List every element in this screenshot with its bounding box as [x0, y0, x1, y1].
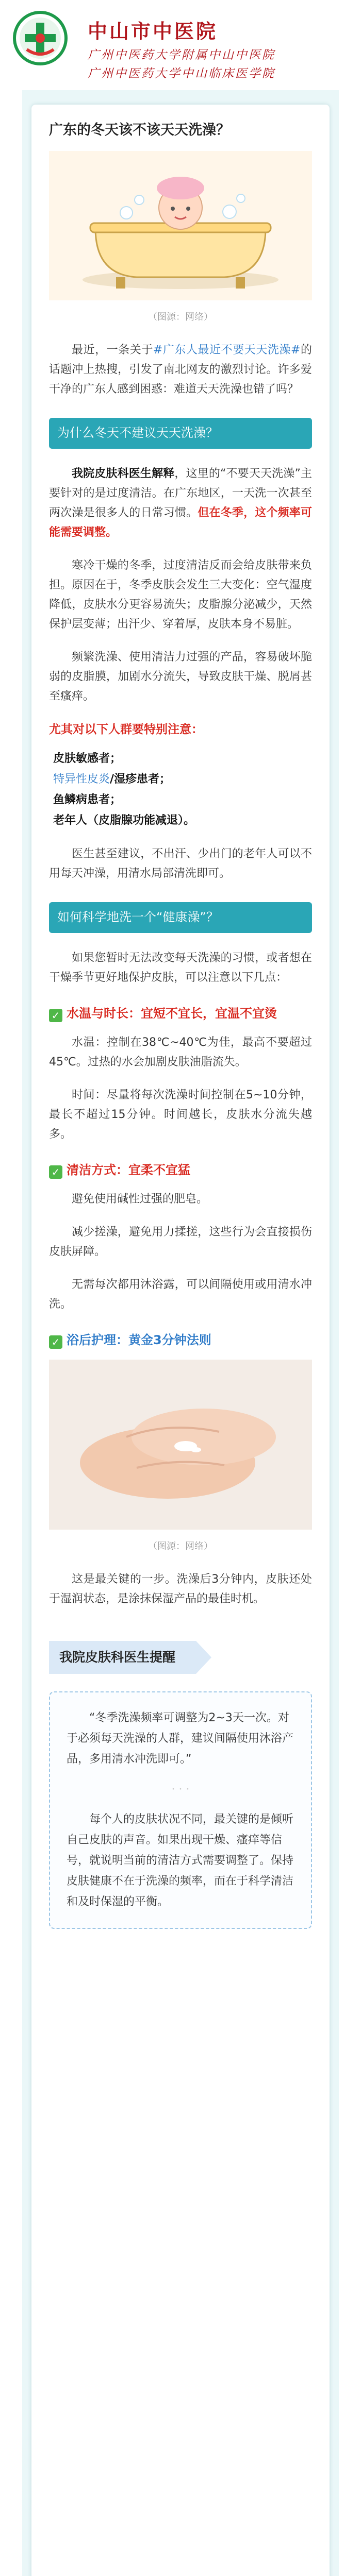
list-item — [49, 790, 312, 810]
intro-text-tail: 的话题冲上热搜，引发了南北网友的激烈讨论。许多爱干净的广东人感到困惑：难道天天洗澡也错了吗？ — [49, 344, 312, 396]
tip-water-title: 水温与时长：宜短不宜长，宜温不宜烫 — [67, 1006, 277, 1021]
hospital-name: 中山市中医院 — [88, 20, 218, 43]
over-cleaning-paragraph: 频繁洗澡、使用清洁力过强的产品，容易破坏脆弱的皮脂膜，加剧水分流失，导致皮肤干燥、脱屑甚至瘙痒。 — [49, 651, 312, 703]
image-caption: （图源：网络） — [148, 1541, 213, 1552]
check-icon: ✓ — [49, 1009, 62, 1022]
intro-paragraph — [49, 341, 312, 399]
list-item-link[interactable]: 特异性皮炎 — [53, 773, 110, 786]
quote-frequency: “冬季洗澡频率可调整为2~3天一次。对于必须每天洗澡的人群，建议间隔使用沐浴产品，多用清水冲洗即可。” — [67, 1711, 294, 1766]
bath-illustration-image — [49, 151, 312, 300]
article-container — [22, 90, 339, 2576]
tip-water-heading — [49, 1003, 312, 1024]
quote-listen-skin: 每个人的皮肤状况不同，最关键的是倾听自己皮肤的声音。如果出现干燥、瘙痒等信号，就说明当前的清洁方式需要调整了。保持皮肤健康不在于洗澡的频率，而在于科学清洁和及时保湿的平衡。 — [67, 1813, 294, 1908]
image-caption: （图源：网络） — [148, 312, 213, 323]
hospital-affiliation-1: 广州中医药大学附属中山中医院 — [88, 48, 275, 62]
list-item — [49, 749, 312, 769]
doctor-explanation-paragraph — [49, 464, 312, 543]
tip-cleaning-title: 清洁方式：宜柔不宜猛 — [67, 1163, 190, 1177]
section-heading-why: 为什么冬天不建议天天洗澡？ — [49, 418, 312, 449]
explanation-text: ，这里的“不要天天洗澡”主要针对的是过度清洁。在广东地区，一天洗一次甚至两次澡是很多人的日常习惯。 — [49, 467, 312, 519]
tip-water-temp: 水温：控制在38℃~40℃为佳，最高不要超过45℃。过热的水会加剧皮肤油脂流失。 — [49, 1036, 312, 1069]
frequency-warning: 但在冬季，这个频率可能需要调整。 — [49, 506, 312, 539]
hospital-header — [0, 0, 361, 85]
check-icon: ✓ — [49, 1165, 62, 1179]
tip-cleaning-heading — [49, 1160, 312, 1180]
hashtag-link[interactable]: #广东人最近不要天天洗澡# — [153, 344, 301, 357]
list-item — [49, 769, 312, 790]
list-item-text: 鱼鳞病患者； — [53, 793, 122, 806]
tip-water-time: 时间：尽量将每次洗澡时间控制在5~10分钟，最长不超过15分钟。时间越长，皮肤水分流失越多。 — [49, 1089, 312, 1141]
hand-moisturizer-image — [49, 1360, 312, 1530]
article-card — [31, 105, 330, 2576]
list-item-text: 老年人（皮脂腺功能减退）。 — [53, 814, 195, 827]
hospital-logo-icon — [11, 9, 69, 67]
tips-intro-paragraph: 如果您暂时无法改变每天洗澡的习惯，或者想在干燥季节更好地保护皮肤，可以注意以下几点： — [49, 952, 312, 984]
aftercare-paragraph: 这是最关键的一步。洗澡后3分钟内，皮肤还处于湿润状态，是涂抹保湿产品的最佳时机。 — [49, 1573, 312, 1605]
doctor-reminder-banner: 我院皮肤科医生提醒 — [49, 1641, 196, 1674]
doctor-quote-box — [49, 1691, 312, 1929]
quote-separator: · · · — [171, 1783, 190, 1796]
tip-aftercare-heading — [49, 1330, 312, 1350]
hospital-affiliation-2: 广州中医药大学中山临床医学院 — [88, 67, 275, 80]
doctor-label: 我院皮肤科医生解释 — [72, 467, 175, 480]
tip-cleaning-soap: 避免使用碱性过强的肥皂。 — [72, 1193, 208, 1206]
elderly-advice-paragraph: 医生甚至建议，不出汗、少出门的老年人可以不用每天冲澡，用清水局部清洗即可。 — [49, 848, 312, 880]
article-title: 广东的冬天该不该天天洗澡？ — [49, 122, 230, 138]
tip-cleaning-scrub: 减少搓澡，避免用力揉搓，这些行为会直接损伤皮肤屏障。 — [49, 1226, 312, 1258]
list-item — [49, 810, 312, 831]
sensitive-groups-title: 尤其对以下人群要特别注意： — [49, 723, 203, 736]
check-icon: ✓ — [49, 1335, 62, 1349]
section-heading-how: 如何科学地洗一个“健康澡”？ — [49, 902, 312, 933]
tip-cleaning-gel: 无需每次都用沐浴露，可以间隔使用或用清水冲洗。 — [49, 1278, 312, 1311]
intro-text: 最近，一条关于 — [72, 344, 153, 357]
list-item-text: /湿疹患者； — [110, 773, 171, 786]
list-item-text: 皮肤敏感者； — [53, 752, 122, 765]
tip-aftercare-title: 浴后护理：黄金3分钟法则 — [67, 1333, 211, 1347]
winter-skin-paragraph: 寒冷干燥的冬季，过度清洁反而会给皮肤带来负担。原因在于，冬季皮肤会发生三大变化：空气湿度降低，皮肤水分更容易流失；皮脂腺分泌减少，天然保护层变薄；出汗少、穿着厚，皮肤本身不易脏。 — [49, 559, 312, 631]
